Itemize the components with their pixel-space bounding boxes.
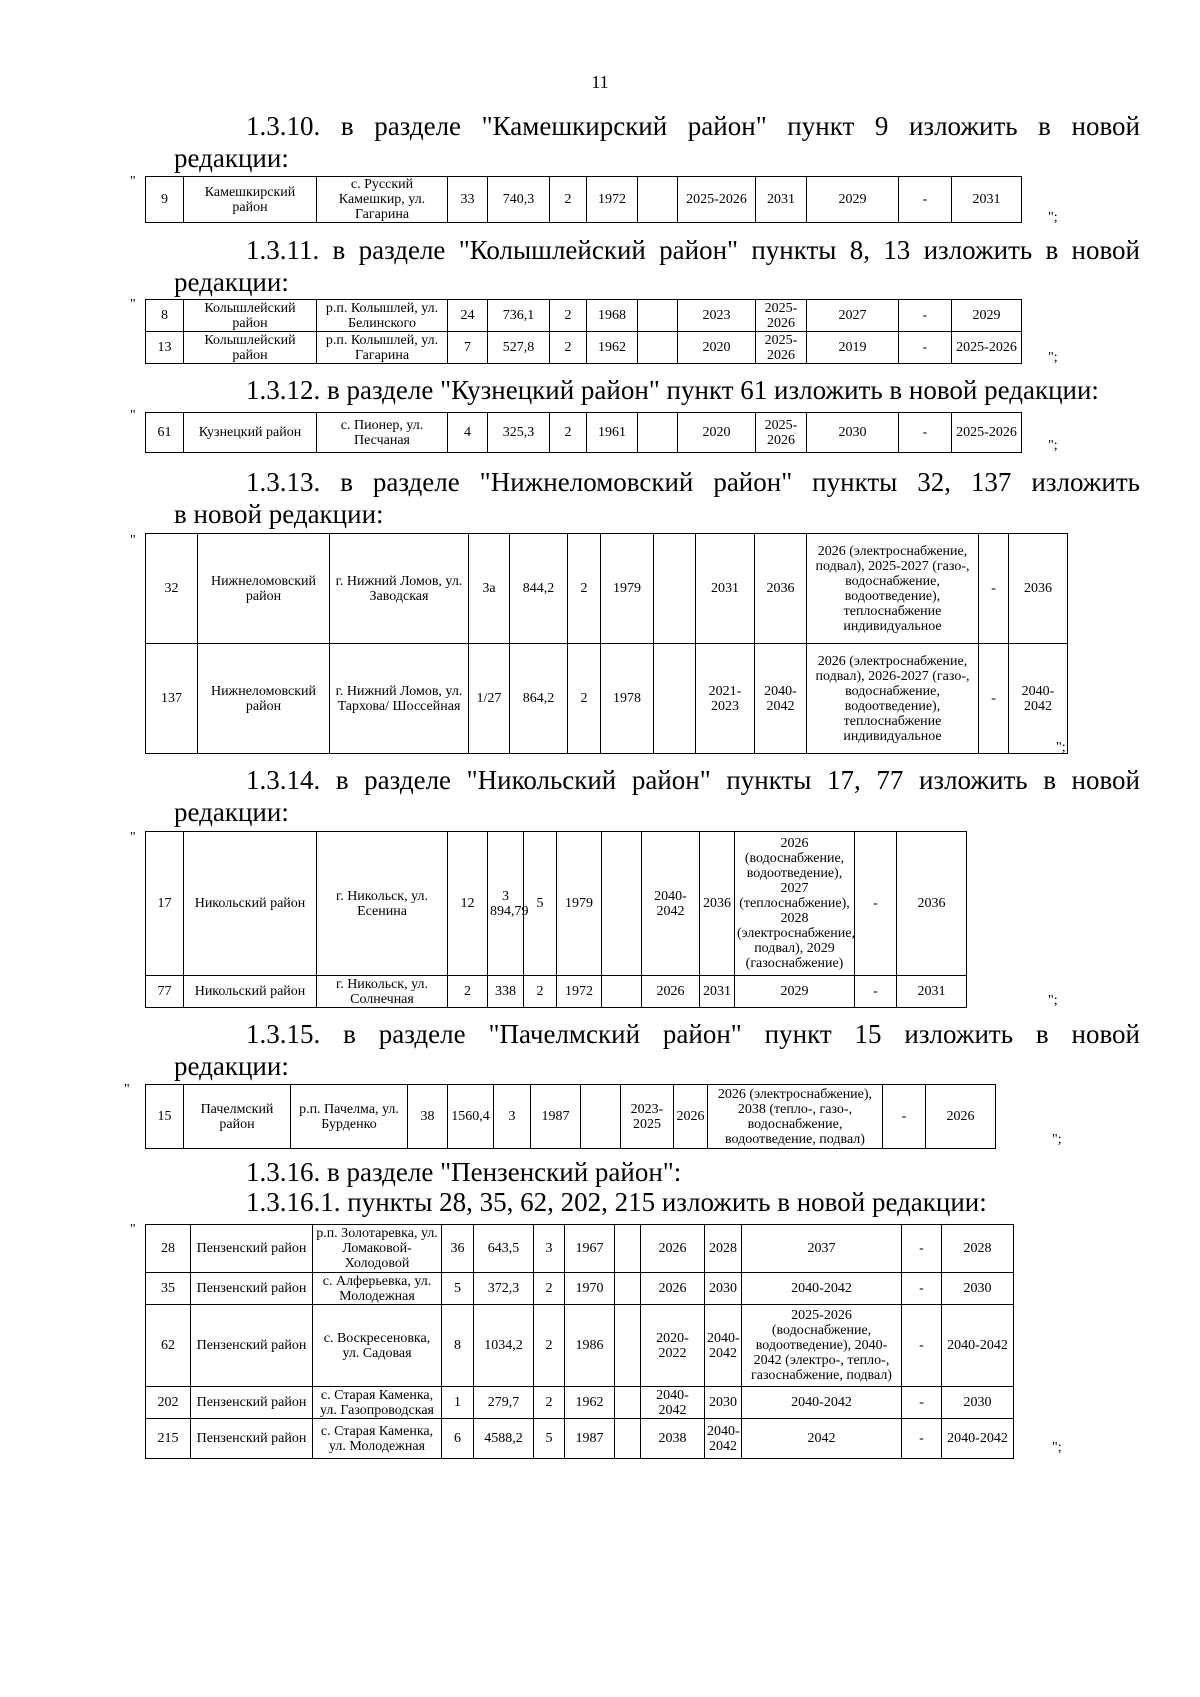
table-cell: - <box>902 1387 942 1419</box>
table-cell: 2029 <box>807 177 899 223</box>
table-cell: - <box>979 644 1009 754</box>
quote-open: " <box>130 297 136 312</box>
table-cell: 2025-2026 <box>756 413 807 453</box>
table-cell: 1961 <box>587 413 638 453</box>
table-cell <box>615 1387 641 1419</box>
table-cell: 1986 <box>565 1305 615 1387</box>
table-cell: 2026 <box>926 1085 996 1149</box>
table-cell: 24 <box>448 300 488 332</box>
table-cell: 2 <box>568 534 601 644</box>
quote-close: "; <box>1048 210 1058 225</box>
table-cell: 36 <box>442 1225 474 1273</box>
table-cell: 2026 (электроснабжение), 2038 (тепло-, газо-, водоснабжение, водоотведение, подвал) <box>708 1085 883 1149</box>
table-cell: 2037 <box>742 1225 902 1273</box>
table-cell: 7 <box>448 332 488 364</box>
table-cell <box>602 976 642 1008</box>
amendment-table <box>145 831 967 1008</box>
table-cell: 2023-2025 <box>621 1085 674 1149</box>
table-cell <box>654 644 696 754</box>
table-cell <box>638 413 678 453</box>
table-cell <box>615 1225 641 1273</box>
table-cell: 2 <box>534 1273 565 1305</box>
table-cell: 2040-2042 <box>755 644 807 754</box>
table-cell <box>615 1273 641 1305</box>
table-cell: 3 894,79 <box>488 832 524 976</box>
table-row <box>146 332 1022 364</box>
table-cell: 2020 <box>678 413 756 453</box>
table-cell: 3 <box>494 1085 531 1149</box>
table-cell: 2030 <box>807 413 899 453</box>
table-cell: 202 <box>146 1387 191 1419</box>
section-heading: 1.3.11. в разделе "Колышлейский район" пункты 8, 13 изложить в новой <box>246 235 1140 265</box>
table-cell: 2026 (электроснабжение, подвал), 2026-2027 (газо-, водоснабжение, водоотведение), теплоснабжение индивидуальное <box>807 644 979 754</box>
section-heading-cont: редакции: <box>174 1051 289 1081</box>
table-row <box>146 1225 1014 1273</box>
table-cell: 62 <box>146 1305 191 1387</box>
table-row <box>146 1273 1014 1305</box>
table-cell: 2025-2026 <box>756 332 807 364</box>
table-cell: 1972 <box>587 177 638 223</box>
table-cell: 2036 <box>1009 534 1068 644</box>
table-cell: Камешкирский район <box>184 177 317 223</box>
table-row <box>146 413 1022 453</box>
table-cell: 2029 <box>952 300 1022 332</box>
table-cell: 2 <box>448 976 488 1008</box>
table-cell: 2026 <box>642 976 700 1008</box>
quote-open: " <box>130 830 136 845</box>
table-cell: 1/27 <box>469 644 510 754</box>
table-cell: 215 <box>146 1419 191 1459</box>
table-cell: 2025-2026 <box>756 300 807 332</box>
table-cell <box>615 1305 641 1387</box>
table-cell: 2031 <box>696 534 755 644</box>
table-cell: 2025-2026 <box>952 413 1022 453</box>
table-cell: 2031 <box>897 976 967 1008</box>
table-cell: 736,1 <box>488 300 550 332</box>
table-cell: Нижнеломовский район <box>198 644 330 754</box>
table-row <box>146 832 967 976</box>
section-heading-cont: в новой редакции: <box>174 499 384 529</box>
amendment-table <box>145 299 1022 364</box>
table-cell: 1972 <box>557 976 602 1008</box>
table-cell: 2040-2042 <box>705 1305 742 1387</box>
table-cell: - <box>883 1085 926 1149</box>
table-cell: - <box>855 832 897 976</box>
quote-close: "; <box>1048 350 1058 365</box>
table-cell: Пензенский район <box>191 1419 313 1459</box>
table-cell: 2025-2026 <box>952 332 1022 364</box>
table-cell: - <box>899 413 952 453</box>
table-cell: 2030 <box>705 1387 742 1419</box>
table-cell: 2027 <box>807 300 899 332</box>
table-cell <box>654 534 696 644</box>
table-cell: 13 <box>146 332 184 364</box>
table-cell: Пензенский район <box>191 1225 313 1273</box>
table-cell: 325,3 <box>488 413 550 453</box>
table-cell: 9 <box>146 177 184 223</box>
table-cell: 1978 <box>601 644 654 754</box>
section-heading-cont: редакции: <box>174 797 289 827</box>
table-cell: 740,3 <box>488 177 550 223</box>
table-cell: 2040-2042 <box>942 1305 1014 1387</box>
table-cell: 2030 <box>942 1273 1014 1305</box>
table-cell: 2 <box>550 413 587 453</box>
table-cell: 338 <box>488 976 524 1008</box>
table-cell: 38 <box>408 1085 448 1149</box>
table-cell: 1 <box>442 1387 474 1419</box>
section-heading: 1.3.12. в разделе "Кузнецкий район" пункт 61 изложить в новой редакции: <box>246 375 1099 405</box>
table-cell: 5 <box>534 1419 565 1459</box>
table-cell: 1560,4 <box>448 1085 494 1149</box>
table-cell: Никольский район <box>184 976 317 1008</box>
section-heading-cont: редакции: <box>174 143 289 173</box>
table-cell: г. Никольск, ул. Солнечная <box>317 976 448 1008</box>
table-cell: 1962 <box>565 1387 615 1419</box>
table-cell: 643,5 <box>474 1225 534 1273</box>
table-row <box>146 1305 1014 1387</box>
section-heading: 1.3.14. в разделе "Никольский район" пункты 17, 77 изложить в новой <box>246 765 1140 795</box>
table-cell: 35 <box>146 1273 191 1305</box>
table-cell: 1962 <box>587 332 638 364</box>
table-cell: 2021-2023 <box>696 644 755 754</box>
table-cell: 864,2 <box>510 644 568 754</box>
table-cell: 2026 <box>641 1225 705 1273</box>
table-cell: 2030 <box>705 1273 742 1305</box>
table-cell: 2 <box>568 644 601 754</box>
section-heading-cont: редакции: <box>174 267 289 297</box>
table-cell: 2040-2042 <box>742 1387 902 1419</box>
table-cell: 2031 <box>952 177 1022 223</box>
table-cell: - <box>855 976 897 1008</box>
table-cell: 1987 <box>565 1419 615 1459</box>
table-cell: 2020 <box>678 332 756 364</box>
table-cell: 2026 (электроснабжение, подвал), 2025-2027 (газо-, водоснабжение, водоотведение), теплоснабжение индивидуальное <box>807 534 979 644</box>
table-cell: Пензенский район <box>191 1273 313 1305</box>
table-cell: г. Никольск, ул. Есенина <box>317 832 448 976</box>
table-cell: 15 <box>146 1085 184 1149</box>
table-cell: с. Русский Камешкир, ул. Гагарина <box>317 177 448 223</box>
table-cell: 2028 <box>705 1225 742 1273</box>
table-cell <box>615 1419 641 1459</box>
table-cell: 2029 <box>735 976 855 1008</box>
table-cell: 137 <box>146 644 198 754</box>
table-cell: с. Алферьевка, ул. Молодежная <box>313 1273 442 1305</box>
quote-open: " <box>130 1222 136 1237</box>
table-cell: - <box>899 332 952 364</box>
table-cell: р.п. Колышлей, ул. Гагарина <box>317 332 448 364</box>
table-row <box>146 1387 1014 1419</box>
amendment-table <box>145 1224 1014 1459</box>
table-cell: 844,2 <box>510 534 568 644</box>
table-cell <box>638 332 678 364</box>
table-row <box>146 976 967 1008</box>
table-cell: 1970 <box>565 1273 615 1305</box>
table-cell: 2036 <box>755 534 807 644</box>
table-cell: 2030 <box>942 1387 1014 1419</box>
table-cell: 2040-2042 <box>1009 644 1068 754</box>
quote-open: " <box>130 174 136 189</box>
table-cell: 2019 <box>807 332 899 364</box>
table-cell: с. Пионер, ул. Песчаная <box>317 413 448 453</box>
table-cell: - <box>902 1305 942 1387</box>
table-cell: Никольский район <box>184 832 317 976</box>
table-cell: 2025-2026 (водоснабжение, водоотведение), 2040-2042 (электро-, тепло-, газоснабжение, подвал) <box>742 1305 902 1387</box>
table-cell: г. Нижний Ломов, ул. Тархова/ Шоссейная <box>330 644 469 754</box>
table-cell: р.п. Золотаревка, ул. Ломаковой-Холодовой <box>313 1225 442 1273</box>
table-cell: Пензенский район <box>191 1305 313 1387</box>
table-cell: 2036 <box>700 832 735 976</box>
page-number: 11 <box>591 72 609 92</box>
table-cell: 2 <box>534 1387 565 1419</box>
table-cell: 5 <box>524 832 557 976</box>
table-cell: 2031 <box>700 976 735 1008</box>
table-row <box>146 1419 1014 1459</box>
table-cell: 3 <box>534 1225 565 1273</box>
table-cell: 77 <box>146 976 184 1008</box>
table-cell: 2 <box>550 332 587 364</box>
table-cell: 2036 <box>897 832 967 976</box>
table-cell: - <box>899 300 952 332</box>
table-cell: 33 <box>448 177 488 223</box>
table-cell: 2031 <box>756 177 807 223</box>
amendment-table <box>145 176 1022 223</box>
table-cell: Кузнецкий район <box>184 413 317 453</box>
table-cell: 2020-2022 <box>641 1305 705 1387</box>
table-cell: 1968 <box>587 300 638 332</box>
table-cell: 2028 <box>942 1225 1014 1273</box>
table-cell: 2026 <box>641 1273 705 1305</box>
amendment-table <box>145 1084 996 1149</box>
table-cell: 4588,2 <box>474 1419 534 1459</box>
table-row <box>146 534 1068 644</box>
table-cell: 2023 <box>678 300 756 332</box>
table-cell: 2 <box>550 177 587 223</box>
section-heading-cont: 1.3.16.1. пункты 28, 35, 62, 202, 215 изложить в новой редакции: <box>246 1187 987 1217</box>
table-cell: - <box>902 1273 942 1305</box>
quote-close: "; <box>1048 993 1058 1008</box>
table-cell <box>581 1085 621 1149</box>
table-cell: 1034,2 <box>474 1305 534 1387</box>
quote-open: " <box>130 533 136 548</box>
table-cell: 1979 <box>557 832 602 976</box>
table-cell: 2040-2042 <box>705 1419 742 1459</box>
quote-open: " <box>130 408 136 423</box>
quote-close: "; <box>1052 1440 1062 1455</box>
table-cell: 2040-2042 <box>641 1387 705 1419</box>
quote-close: "; <box>1052 1132 1062 1147</box>
amendment-table <box>145 533 1068 754</box>
table-cell: 1987 <box>531 1085 581 1149</box>
section-heading: 1.3.13. в разделе "Нижнеломовский район" пункты 32, 137 изложить <box>246 467 1140 497</box>
table-cell: 2025-2026 <box>678 177 756 223</box>
table-cell: 8 <box>146 300 184 332</box>
table-cell: 2040-2042 <box>642 832 700 976</box>
table-cell: 2040-2042 <box>942 1419 1014 1459</box>
table-cell: с. Старая Каменка, ул. Газопроводская <box>313 1387 442 1419</box>
table-cell: 2 <box>534 1305 565 1387</box>
table-cell: 6 <box>442 1419 474 1459</box>
table-cell: 2 <box>550 300 587 332</box>
table-cell: г. Нижний Ломов, ул. Заводская <box>330 534 469 644</box>
table-row <box>146 300 1022 332</box>
table-cell: 32 <box>146 534 198 644</box>
table-cell: 527,8 <box>488 332 550 364</box>
table-row <box>146 177 1022 223</box>
table-cell: 2040-2042 <box>742 1273 902 1305</box>
table-cell: - <box>902 1225 942 1273</box>
table-cell: 279,7 <box>474 1387 534 1419</box>
table-cell <box>638 300 678 332</box>
table-cell: 2042 <box>742 1419 902 1459</box>
table-row <box>146 644 1068 754</box>
amendment-table <box>145 412 1022 453</box>
table-cell: 2 <box>524 976 557 1008</box>
table-cell: р.п. Пачелма, ул. Бурденко <box>291 1085 408 1149</box>
table-cell: Колышлейский район <box>184 300 317 332</box>
table-cell: с. Старая Каменка, ул. Молодежная <box>313 1419 442 1459</box>
table-cell: 17 <box>146 832 184 976</box>
table-cell: р.п. Колышлей, ул. Белинского <box>317 300 448 332</box>
table-cell: 8 <box>442 1305 474 1387</box>
table-cell: Пензенский район <box>191 1387 313 1419</box>
table-cell: 61 <box>146 413 184 453</box>
table-cell: 372,3 <box>474 1273 534 1305</box>
table-row <box>146 1085 996 1149</box>
table-cell <box>638 177 678 223</box>
table-cell: - <box>979 534 1009 644</box>
table-cell: 12 <box>448 832 488 976</box>
quote-close: "; <box>1056 740 1066 755</box>
table-cell: 2026 (водоснабжение, водоотведение), 2027 (теплоснабжение), 2028 (электроснабжение, подвал), 2029 (газоснабжение) <box>735 832 855 976</box>
table-cell: 2038 <box>641 1419 705 1459</box>
table-cell: 28 <box>146 1225 191 1273</box>
table-cell: - <box>902 1419 942 1459</box>
table-cell: - <box>899 177 952 223</box>
section-heading: 1.3.16. в разделе "Пензенский район": <box>246 1157 682 1187</box>
table-cell: 1979 <box>601 534 654 644</box>
table-cell: с. Воскресеновка, ул. Садовая <box>313 1305 442 1387</box>
section-heading: 1.3.15. в разделе "Пачелмский район" пункт 15 изложить в новой <box>246 1019 1140 1049</box>
section-heading: 1.3.10. в разделе "Камешкирский район" пункт 9 изложить в новой <box>246 111 1140 141</box>
table-cell: 3а <box>469 534 510 644</box>
table-cell: 4 <box>448 413 488 453</box>
quote-close: "; <box>1048 438 1058 453</box>
table-cell: Нижнеломовский район <box>198 534 330 644</box>
table-cell: Колышлейский район <box>184 332 317 364</box>
table-cell: 1967 <box>565 1225 615 1273</box>
table-cell: 5 <box>442 1273 474 1305</box>
table-cell: 2026 <box>674 1085 708 1149</box>
quote-open: " <box>124 1082 130 1097</box>
table-cell <box>602 832 642 976</box>
table-cell: Пачелмский район <box>184 1085 291 1149</box>
